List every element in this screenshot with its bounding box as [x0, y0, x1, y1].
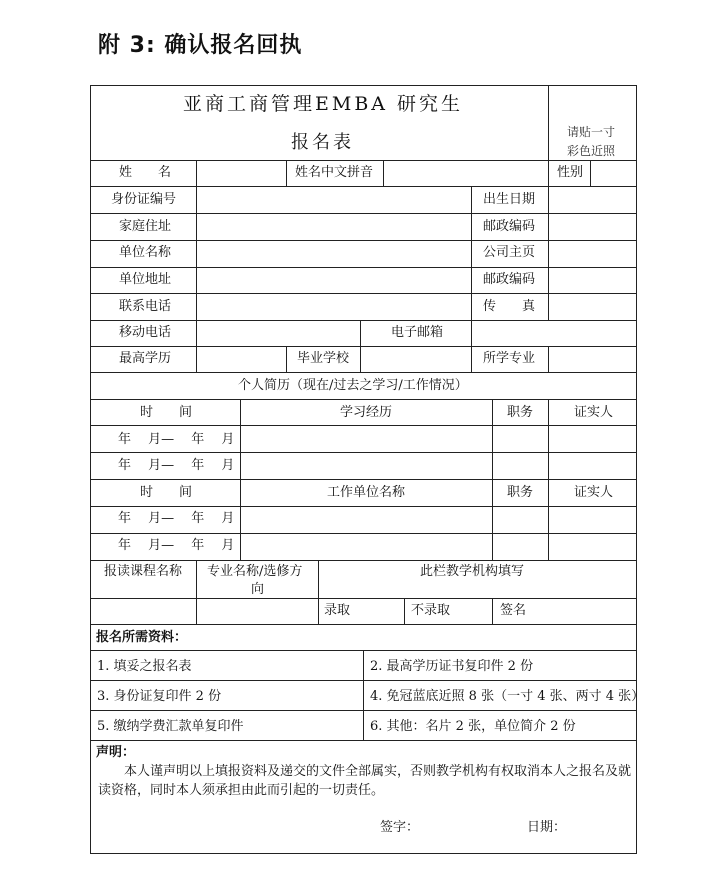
label-major: 所学专业 [483, 351, 536, 366]
declaration-date-label: 日期： [527, 820, 567, 835]
photo-note: 彩色近照 [567, 144, 616, 158]
email-field[interactable] [475, 323, 634, 345]
label-course-name: 报读课程名称 [104, 564, 183, 579]
home-address-field[interactable] [200, 216, 468, 238]
work-row-position[interactable] [496, 536, 546, 558]
fax-field[interactable] [552, 296, 634, 318]
work-row-position[interactable] [496, 509, 546, 531]
work-header-employer: 工作单位名称 [327, 485, 406, 500]
phone-field[interactable] [200, 296, 468, 318]
work-row-verifier[interactable] [552, 536, 634, 558]
graduated-school-field[interactable] [364, 349, 468, 371]
study-row-experience[interactable] [244, 455, 490, 477]
label-institution-fill: 此栏教学机构填写 [420, 564, 525, 579]
company-name-field[interactable] [200, 243, 468, 265]
birth-date-field[interactable] [552, 189, 634, 211]
study-row-position[interactable] [496, 428, 546, 450]
declaration-date-field[interactable] [565, 817, 633, 837]
label-graduated-school: 毕业学校 [297, 351, 350, 366]
label-name-pinyin: 姓名中文拼音 [295, 165, 374, 180]
company-postal-code-field[interactable] [552, 270, 634, 292]
education-field[interactable] [200, 349, 284, 371]
label-admitted: 录取 [324, 603, 351, 618]
work-header-position: 职务 [507, 485, 534, 500]
study-row-verifier[interactable] [552, 455, 634, 477]
study-row-date: 年 月— 年 月 [118, 458, 235, 473]
label-mobile: 移动电话 [119, 325, 172, 340]
company-address-field[interactable] [200, 270, 468, 292]
study-header-time: 时 间 [140, 405, 193, 420]
label-postal-code: 邮政编码 [483, 219, 536, 234]
page-heading: 附 3: 确认报名回执 [98, 33, 303, 58]
study-row-experience[interactable] [244, 428, 490, 450]
label-home-address: 家庭住址 [119, 219, 172, 234]
declaration-signature-field[interactable] [418, 817, 508, 837]
label-id-number: 身份证编号 [111, 192, 177, 207]
mobile-field[interactable] [200, 323, 358, 345]
major-field[interactable] [552, 349, 634, 371]
work-row-verifier[interactable] [552, 509, 634, 531]
label-company-name: 单位名称 [119, 245, 172, 260]
work-row-employer[interactable] [244, 509, 490, 531]
label-not-admitted: 不录取 [411, 603, 451, 618]
study-header-experience: 学习经历 [340, 405, 393, 420]
company-homepage-field[interactable] [552, 243, 634, 265]
work-row-employer[interactable] [244, 536, 490, 558]
label-phone: 联系电话 [119, 299, 172, 314]
materials-item: 2. 最高学历证书复印件 2 份 [370, 659, 534, 674]
work-header-time: 时 间 [140, 485, 193, 500]
materials-item: 6. 其他：名片 2 张，单位简介 2 份 [370, 719, 576, 734]
study-row-position[interactable] [496, 455, 546, 477]
form-subtitle: 报名表 [291, 132, 354, 153]
declaration-body: 本人谨声明以上填报资料及递交的文件全部属实，否则教学机构有权取消本人之报名及就读资格，同时本人须承担由此而引起的一切责任。 [98, 764, 632, 798]
label-education: 最高学历 [119, 351, 172, 366]
materials-item: 5. 缴纳学费汇款单复印件 [97, 719, 244, 734]
postal-code-field[interactable] [552, 216, 634, 238]
id-number-field[interactable] [200, 189, 468, 211]
study-row-date: 年 月— 年 月 [118, 432, 235, 447]
label-specialty: 专业名称/选修方 [207, 564, 303, 579]
label-signature: 签名 [500, 603, 527, 618]
course-name-field[interactable] [93, 601, 193, 622]
study-row-verifier[interactable] [552, 428, 634, 450]
label-company-homepage: 公司主页 [483, 245, 536, 260]
study-header-verifier: 证实人 [574, 405, 614, 420]
declaration-title: 声明： [96, 745, 136, 760]
label-gender: 性别 [557, 165, 584, 180]
photo-note: 请贴一寸 [567, 125, 616, 139]
name-field[interactable] [200, 163, 282, 183]
specialty-field[interactable] [200, 601, 315, 622]
label-postal-code: 邮政编码 [483, 272, 536, 287]
work-row-date: 年 月— 年 月 [118, 511, 235, 526]
materials-item: 1. 填妥之报名表 [97, 659, 192, 674]
label-fax: 传 真 [483, 299, 536, 314]
label-name: 姓 名 [119, 165, 172, 180]
resume-title: 个人简历（现在/过去之学习/工作情况） [238, 378, 468, 393]
label-birth-date: 出生日期 [483, 192, 536, 207]
label-company-address: 单位地址 [119, 272, 172, 287]
form-title: 亚商工商管理EMBA 研究生 [183, 93, 464, 115]
materials-title: 报名所需资料： [96, 630, 188, 645]
declaration-signature-label: 签字： [380, 820, 420, 835]
work-header-verifier: 证实人 [574, 485, 614, 500]
study-header-position: 职务 [507, 405, 534, 420]
label-specialty: 向 [251, 582, 265, 597]
name-pinyin-field[interactable] [387, 163, 545, 183]
materials-item: 4. 免冠蓝底近照 8 张（一寸 4 张、两寸 4 张） [370, 689, 645, 704]
materials-item: 3. 身份证复印件 2 份 [97, 689, 222, 704]
gender-field[interactable] [594, 163, 634, 183]
label-email: 电子邮箱 [391, 325, 444, 340]
work-row-date: 年 月— 年 月 [118, 538, 235, 553]
